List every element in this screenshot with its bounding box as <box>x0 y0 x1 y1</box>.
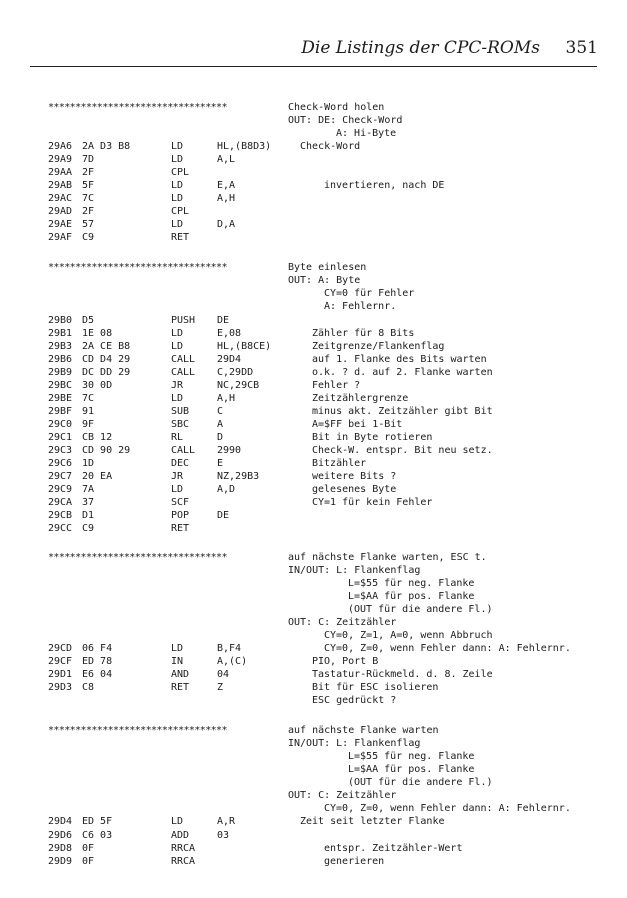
listing-row <box>0 431 627 444</box>
page-number: 351 <box>565 38 598 58</box>
mnemonic: IN <box>171 656 184 667</box>
comment: CY=0, Z=1, A=0, wenn Abbruch <box>324 630 493 641</box>
page-title: Die Listings der CPC-ROMs <box>301 38 540 58</box>
comment: Zeit seit letzter Flanke <box>300 816 445 827</box>
comment: auf nächste Flanke warten <box>288 725 439 736</box>
operand: B,F4 <box>217 643 242 654</box>
opcode-bytes: 7C <box>82 393 95 404</box>
opcode-bytes: 7D <box>82 154 95 165</box>
listing-row <box>0 379 627 392</box>
listing-row <box>0 457 627 470</box>
comment: L=$AA für pos. Flanke <box>348 591 475 602</box>
operand: A,(C) <box>217 656 248 667</box>
opcode-bytes: 7C <box>82 193 95 204</box>
address: 29CF <box>48 656 73 667</box>
operand: E,08 <box>217 328 242 339</box>
mnemonic: DEC <box>171 458 190 469</box>
operand: DE <box>217 315 230 326</box>
operand: 2990 <box>217 445 242 456</box>
operand: D <box>217 432 224 443</box>
address: 29C9 <box>48 484 73 495</box>
operand: HL,(B8CE) <box>217 341 272 352</box>
listing-row <box>0 179 627 192</box>
comment: L=$55 für neg. Flanke <box>348 578 475 589</box>
listing-row <box>0 192 627 205</box>
comment: Check-Word holen <box>288 102 385 113</box>
mnemonic: CALL <box>171 445 196 456</box>
operand: A,D <box>217 484 236 495</box>
opcode-bytes: 30 0D <box>82 380 113 391</box>
comment: CY=0, Z=0, wenn Fehler dann: A: Fehlernr. <box>324 643 571 654</box>
comment: CY=1 für kein Fehler <box>312 497 433 508</box>
listing-row <box>0 551 627 564</box>
comment: Zeitgrenze/Flankenflag <box>312 341 445 352</box>
mnemonic: LD <box>171 193 184 204</box>
listing-row <box>0 101 627 114</box>
address: 29C7 <box>48 471 73 482</box>
listing-row <box>0 802 627 815</box>
listing-row <box>0 629 627 642</box>
comment: Bit für ESC isolieren <box>312 682 439 693</box>
mnemonic: RRCA <box>171 843 196 854</box>
mnemonic: RET <box>171 232 190 243</box>
comment: L=$55 für neg. Flanke <box>348 751 475 762</box>
operand: A,H <box>217 393 236 404</box>
address: 29AE <box>48 219 73 230</box>
mnemonic: JR <box>171 471 184 482</box>
opcode-bytes: 1E 08 <box>82 328 113 339</box>
comment: invertieren, nach DE <box>324 180 445 191</box>
mnemonic: SUB <box>171 406 190 417</box>
mnemonic: LD <box>171 328 184 339</box>
listing-row <box>0 737 627 750</box>
opcode-bytes: CB 12 <box>82 432 113 443</box>
listing-row <box>0 366 627 379</box>
operand: DE <box>217 510 230 521</box>
listing-row <box>0 166 627 179</box>
mnemonic: LD <box>171 341 184 352</box>
comment: Zähler für 8 Bits <box>312 328 415 339</box>
address: 29B3 <box>48 341 73 352</box>
comment: ESC gedrückt ? <box>312 695 397 706</box>
opcode-bytes: ED 78 <box>82 656 113 667</box>
listing-row <box>0 140 627 153</box>
opcode-bytes: 91 <box>82 406 95 417</box>
listing-row <box>0 153 627 166</box>
address: 29BF <box>48 406 73 417</box>
listing-row <box>0 274 627 287</box>
listing-row <box>0 750 627 763</box>
opcode-bytes: 0F <box>82 856 95 867</box>
address: 29BC <box>48 380 73 391</box>
mnemonic: LD <box>171 393 184 404</box>
comment: (OUT für die andere Fl.) <box>348 604 493 615</box>
operand: Z <box>217 682 224 693</box>
listing-row <box>0 353 627 366</box>
operand: 29D4 <box>217 354 242 365</box>
operand: A <box>217 419 224 430</box>
mnemonic: RET <box>171 523 190 534</box>
address: 29B1 <box>48 328 73 339</box>
comment: weitere Bits ? <box>312 471 397 482</box>
listing-row <box>0 509 627 522</box>
listing-row <box>0 418 627 431</box>
address: 29C0 <box>48 419 73 430</box>
comment: A: Fehlernr. <box>324 301 397 312</box>
listing-row <box>0 776 627 789</box>
address: 29A6 <box>48 141 73 152</box>
listing-row <box>0 616 627 629</box>
mnemonic: CPL <box>171 167 190 178</box>
opcode-bytes: ED 5F <box>82 816 113 827</box>
mnemonic: LD <box>171 154 184 165</box>
comment: Bitzähler <box>312 458 367 469</box>
opcode-bytes: CD 90 29 <box>82 445 131 456</box>
comment: auf 1. Flanke des Bits warten <box>312 354 487 365</box>
address: 29D9 <box>48 856 73 867</box>
operand: 03 <box>217 830 230 841</box>
comment: Byte einlesen <box>288 262 367 273</box>
comment: Bit in Byte rotieren <box>312 432 433 443</box>
address: 29C1 <box>48 432 73 443</box>
address: 29D4 <box>48 816 73 827</box>
comment: gelesenes Byte <box>312 484 397 495</box>
address: 29C6 <box>48 458 73 469</box>
address: 29CA <box>48 497 73 508</box>
address: 29B0 <box>48 315 73 326</box>
listing-row <box>0 327 627 340</box>
listing-row <box>0 763 627 776</box>
address: 29D8 <box>48 843 73 854</box>
listing-row <box>0 483 627 496</box>
mnemonic: RL <box>171 432 184 443</box>
listing-row <box>0 287 627 300</box>
address: 29D6 <box>48 830 73 841</box>
address: 29CB <box>48 510 73 521</box>
listing-row <box>0 522 627 535</box>
address: 29D1 <box>48 669 73 680</box>
listing-row <box>0 218 627 231</box>
address: 29CD <box>48 643 73 654</box>
address: 29BE <box>48 393 73 404</box>
opcode-bytes: 37 <box>82 497 95 508</box>
opcode-bytes: 2F <box>82 167 95 178</box>
listing-row <box>0 789 627 802</box>
opcode-bytes: 20 EA <box>82 471 113 482</box>
mnemonic: PUSH <box>171 315 196 326</box>
comment: CY=0 für Fehler <box>324 288 415 299</box>
address: 29D3 <box>48 682 73 693</box>
listing-row <box>0 655 627 668</box>
listing-row <box>0 564 627 577</box>
mnemonic: AND <box>171 669 190 680</box>
operand: HL,(B8D3) <box>217 141 272 152</box>
comment: auf nächste Flanke warten, ESC t. <box>288 552 487 563</box>
operand: A,R <box>217 816 236 827</box>
opcode-bytes: 2A CE B8 <box>82 341 131 352</box>
operand: E <box>217 458 224 469</box>
operand: A,L <box>217 154 236 165</box>
address: 29A9 <box>48 154 73 165</box>
operand: E,A <box>217 180 236 191</box>
listing-row <box>0 681 627 694</box>
listing-row <box>0 114 627 127</box>
listing-row <box>0 577 627 590</box>
opcode-bytes: 0F <box>82 843 95 854</box>
operand: D,A <box>217 219 236 230</box>
listing-row <box>0 855 627 868</box>
opcode-bytes: 2F <box>82 206 95 217</box>
comment: OUT: DE: Check-Word <box>288 115 403 126</box>
listing-row <box>0 392 627 405</box>
mnemonic: CALL <box>171 354 196 365</box>
separator-stars: ********************************* <box>48 102 227 113</box>
comment: (OUT für die andere Fl.) <box>348 777 493 788</box>
separator-stars: ********************************* <box>48 552 227 563</box>
comment: o.k. ? d. auf 2. Flanke warten <box>312 367 493 378</box>
address: 29B6 <box>48 354 73 365</box>
comment: IN/OUT: L: Flankenflag <box>288 738 421 749</box>
listing-row <box>0 694 627 707</box>
address: 29B9 <box>48 367 73 378</box>
comment: Check-W. entspr. Bit neu setz. <box>312 445 493 456</box>
opcode-bytes: 9F <box>82 419 95 430</box>
mnemonic: RET <box>171 682 190 693</box>
operand: C,29DD <box>217 367 254 378</box>
listing-row <box>0 444 627 457</box>
operand: 04 <box>217 669 230 680</box>
mnemonic: RRCA <box>171 856 196 867</box>
comment: IN/OUT: L: Flankenflag <box>288 565 421 576</box>
opcode-bytes: 06 F4 <box>82 643 113 654</box>
listing-row <box>0 603 627 616</box>
comment: Tastatur-Rückmeld. d. 8. Zeile <box>312 669 493 680</box>
listing-row <box>0 496 627 509</box>
comment: Zeitzählergrenze <box>312 393 409 404</box>
opcode-bytes: 5F <box>82 180 95 191</box>
mnemonic: LD <box>171 219 184 230</box>
comment: generieren <box>324 856 385 867</box>
operand: A,H <box>217 193 236 204</box>
comment: Fehler ? <box>312 380 361 391</box>
address: 29AA <box>48 167 73 178</box>
operand: NZ,29B3 <box>217 471 260 482</box>
address: 29AC <box>48 193 73 204</box>
opcode-bytes: C9 <box>82 523 95 534</box>
mnemonic: JR <box>171 380 184 391</box>
operand: C <box>217 406 224 417</box>
separator-stars: ********************************* <box>48 262 227 273</box>
listing-row <box>0 405 627 418</box>
separator-stars: ********************************* <box>48 725 227 736</box>
comment: CY=0, Z=0, wenn Fehler dann: A: Fehlernr. <box>324 803 571 814</box>
comment: OUT: A: Byte <box>288 275 361 286</box>
comment: Check-Word <box>300 141 361 152</box>
opcode-bytes: D5 <box>82 315 95 326</box>
listing-row <box>0 668 627 681</box>
address: 29AF <box>48 232 73 243</box>
address: 29AD <box>48 206 73 217</box>
mnemonic: ADD <box>171 830 190 841</box>
operand: NC,29CB <box>217 380 260 391</box>
opcode-bytes: 57 <box>82 219 95 230</box>
comment: OUT: C: Zeitzähler <box>288 790 397 801</box>
mnemonic: POP <box>171 510 190 521</box>
listing-row <box>0 815 627 828</box>
listing-row <box>0 261 627 274</box>
opcode-bytes: C6 03 <box>82 830 113 841</box>
address: 29AB <box>48 180 73 191</box>
mnemonic: LD <box>171 484 184 495</box>
comment: entspr. Zeitzähler-Wert <box>324 843 463 854</box>
comment: L=$AA für pos. Flanke <box>348 764 475 775</box>
comment: A=$FF bei 1-Bit <box>312 419 403 430</box>
comment: minus akt. Zeitzähler gibt Bit <box>312 406 493 417</box>
opcode-bytes: 1D <box>82 458 95 469</box>
mnemonic: LD <box>171 141 184 152</box>
comment: A: Hi-Byte <box>336 128 397 139</box>
opcode-bytes: 7A <box>82 484 95 495</box>
listing-row <box>0 590 627 603</box>
listing-row <box>0 842 627 855</box>
opcode-bytes: DC DD 29 <box>82 367 131 378</box>
mnemonic: LD <box>171 643 184 654</box>
mnemonic: LD <box>171 816 184 827</box>
mnemonic: SBC <box>171 419 190 430</box>
opcode-bytes: C8 <box>82 682 95 693</box>
address: 29C3 <box>48 445 73 456</box>
listing-row <box>0 231 627 244</box>
comment: OUT: C: Zeitzähler <box>288 617 397 628</box>
mnemonic: SCF <box>171 497 190 508</box>
listing-row <box>0 829 627 842</box>
listing-row <box>0 127 627 140</box>
opcode-bytes: CD D4 29 <box>82 354 131 365</box>
listing-row <box>0 724 627 737</box>
listing-row <box>0 205 627 218</box>
listing-row <box>0 314 627 327</box>
opcode-bytes: 2A D3 B8 <box>82 141 131 152</box>
opcode-bytes: C9 <box>82 232 95 243</box>
listing-row <box>0 642 627 655</box>
listing-row <box>0 340 627 353</box>
opcode-bytes: D1 <box>82 510 95 521</box>
opcode-bytes: E6 04 <box>82 669 113 680</box>
listing-row <box>0 470 627 483</box>
mnemonic: CALL <box>171 367 196 378</box>
listing-row <box>0 300 627 313</box>
mnemonic: CPL <box>171 206 190 217</box>
mnemonic: LD <box>171 180 184 191</box>
address: 29CC <box>48 523 73 534</box>
comment: PIO, Port B <box>312 656 379 667</box>
